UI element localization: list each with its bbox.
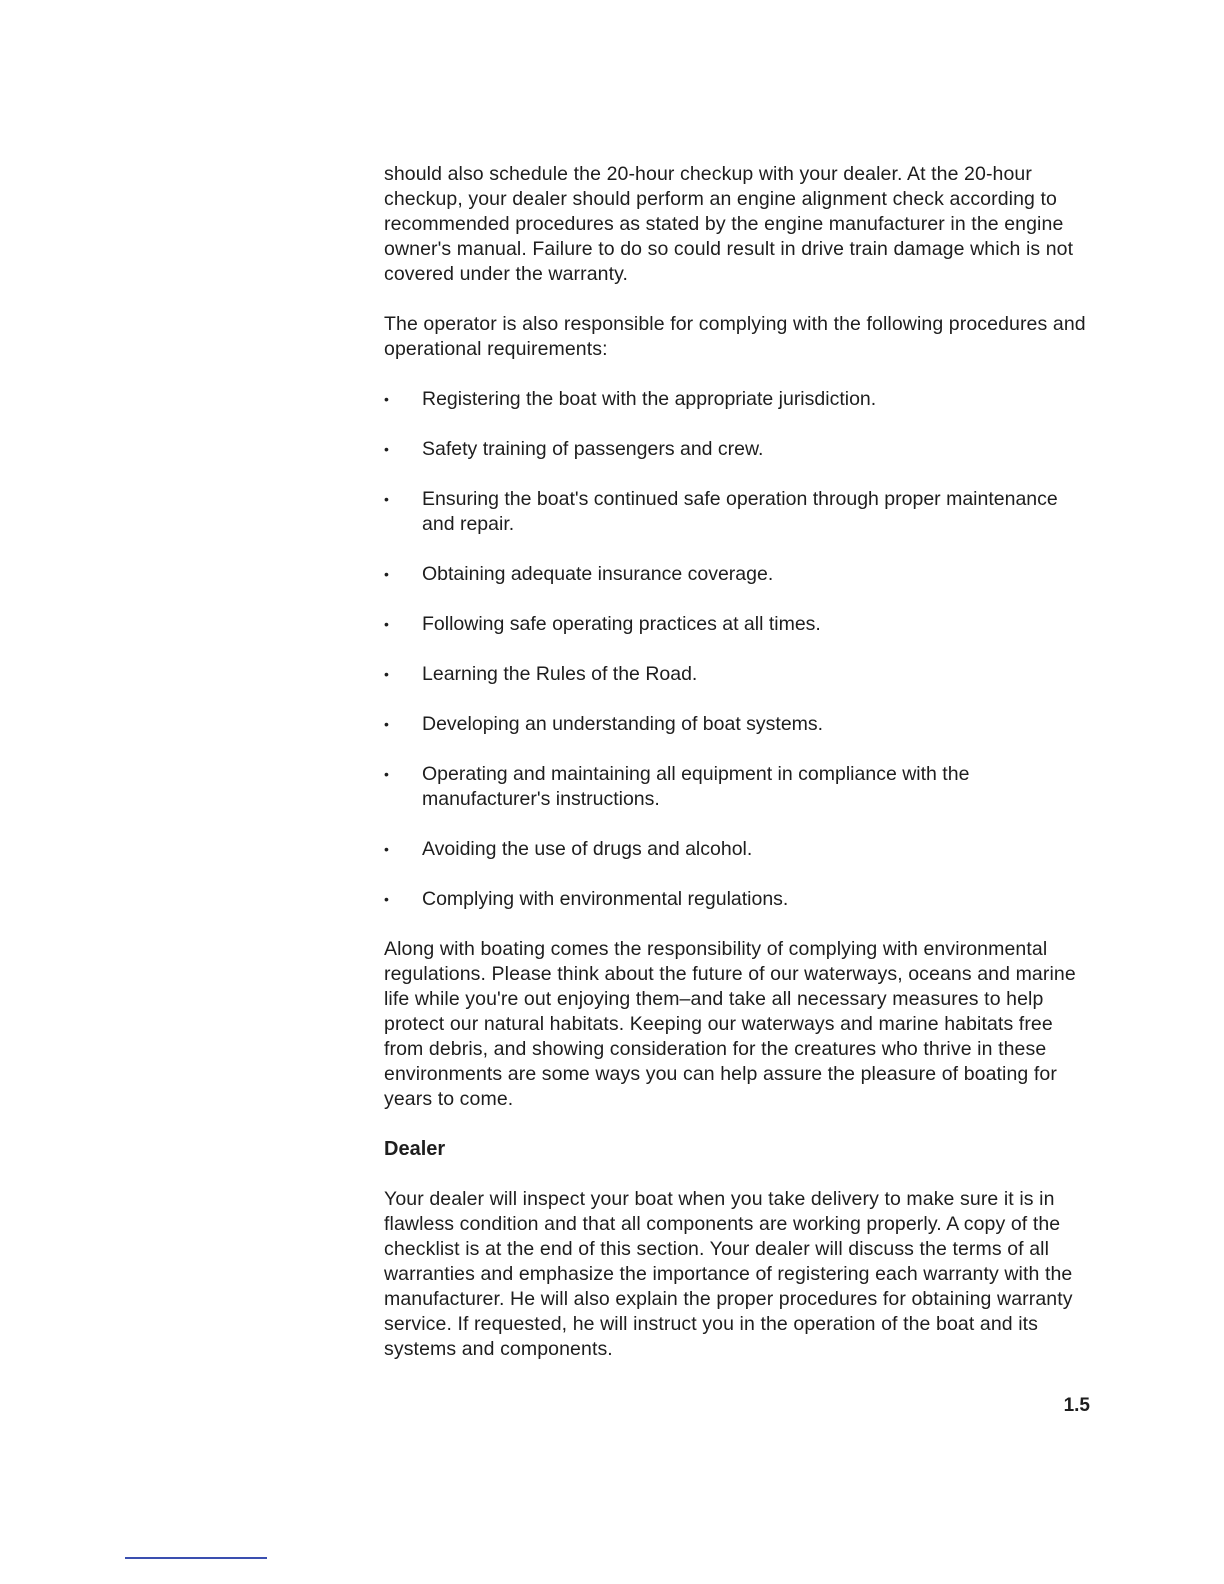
list-item-text: Developing an understanding of boat systems. (422, 713, 824, 735)
list-item-text: Registering the boat with the appropriate jurisdiction. (422, 388, 877, 410)
list-item-text: Learning the Rules of the Road. (422, 663, 698, 685)
bullet-icon: • (384, 566, 389, 582)
list-item-text: Avoiding the use of drugs and alcohol. (422, 838, 753, 860)
list-item (384, 762, 1094, 812)
bullet-icon: • (384, 491, 389, 507)
bullet-icon: • (384, 716, 389, 732)
list-item (384, 487, 1094, 537)
page-number: 1.5 (1063, 1395, 1090, 1416)
list-item (384, 437, 1094, 462)
list-item-text: Following safe operating practices at all times. (422, 613, 821, 635)
bullet-icon: • (384, 616, 389, 632)
list-item-text: Safety training of passengers and crew. (422, 438, 764, 460)
bullet-icon: • (384, 841, 389, 857)
list-item-text: Obtaining adequate insurance coverage. (422, 563, 774, 585)
list-item (384, 387, 1094, 412)
list-item-text: Complying with environmental regulations. (422, 888, 789, 910)
footnote-divider (125, 1557, 267, 1559)
list-item (384, 562, 1094, 587)
bullet-icon: • (384, 766, 389, 782)
paragraph-dealer: Your dealer will inspect your boat when you take delivery to make sure it is in flawless condition and that all components are working properly. A copy of the checklist is at the end of this section. Your dealer will discuss the terms of all warranties and emphasize the importance of registering each warranty with the manufacturer. He will also explain the proper procedures for obtaining warranty service. If requested, he will instruct you in the operation of the boat and its systems and components. (384, 1188, 1073, 1360)
bullet-icon: • (384, 666, 389, 682)
list-item-text: Ensuring the boat's continued safe operation through proper maintenance and repair. (422, 488, 1058, 535)
paragraph-operator-responsibilities: The operator is also responsible for complying with the following procedures and operational requirements: (384, 313, 1086, 360)
list-item (384, 837, 1094, 862)
list-item (384, 612, 1094, 637)
section-heading-dealer: Dealer (384, 1138, 446, 1160)
paragraph-checkup: should also schedule the 20-hour checkup with your dealer. At the 20-hour checkup, your dealer should perform an engine alignment check according to recommended procedures as stated by the engine manufacturer in the engine owner's manual. Failure to do so could result in drive train damage which is not covered under the warranty. (384, 163, 1074, 285)
page-body (384, 162, 1094, 1362)
bullet-icon: • (384, 391, 389, 407)
bullet-icon: • (384, 891, 389, 907)
list-item (384, 662, 1094, 687)
bullet-icon: • (384, 441, 389, 457)
paragraph-environment: Along with boating comes the responsibility of complying with environmental regulations. Please think about the future of our waterways, oceans and marine life while you're out enjoying them–and take all necessary measures to help protect our natural habitats. Keeping our waterways and marine habitats free from debris, and showing consideration for the creatures who thrive in these environments are some ways you can help assure the pleasure of boating for years to come. (384, 938, 1076, 1110)
list-item (384, 887, 1094, 912)
list-item-text: Operating and maintaining all equipment in compliance with the manufacturer's instructions. (422, 763, 970, 810)
list-item (384, 712, 1094, 737)
requirements-list (384, 387, 1094, 912)
